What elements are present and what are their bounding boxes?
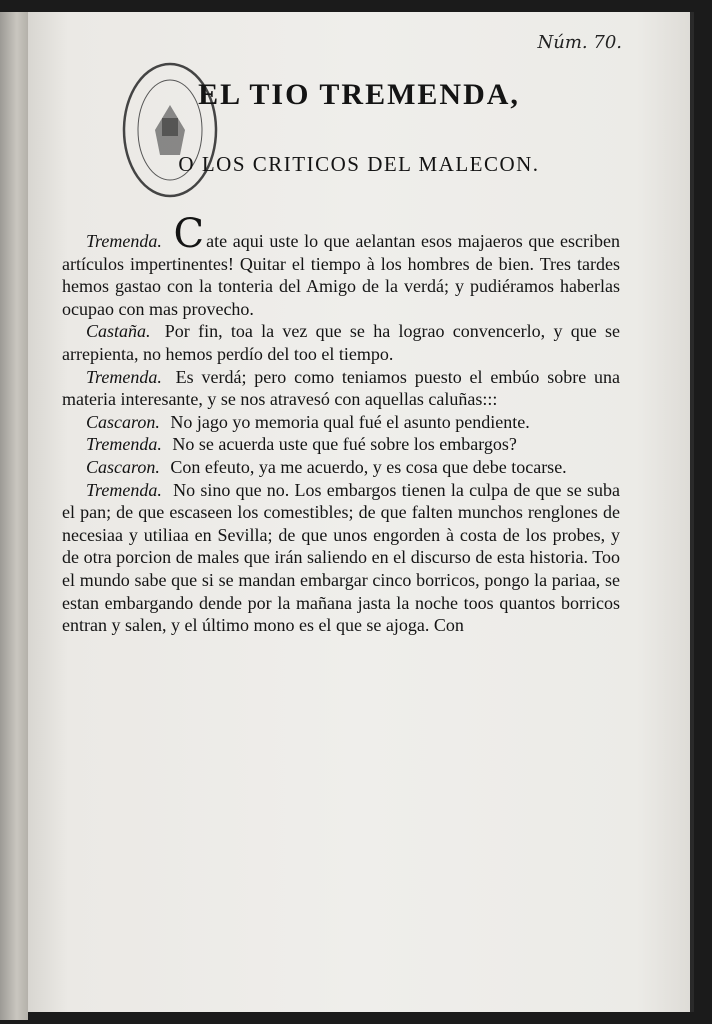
paragraph [62, 366, 620, 411]
paragraph [62, 211, 620, 320]
document-subtitle: O LOS CRITICOS DEL MALECON. [178, 152, 540, 176]
page-number: Núm. 70. [537, 32, 622, 53]
paragraph [62, 320, 620, 365]
paragraph-text: No se acuerda uste que fué sobre los embargos? [172, 434, 517, 455]
document-title: EL TIO TREMENDA, [198, 78, 520, 111]
paragraph [62, 479, 620, 637]
paragraph-text: No sino que no. Los embargos tienen la culpa de que se suba el pan; de que escaseen los comestibles; de que falten munchos renglones de necesiaa y utiliaa en Sevilla; de que unos engorden à costa de los probes, y de otra porcion de males que irán saliendo en el discurso de esta historia. Too el mundo sabe que si se mandan embargar cinco borricos, pongo la pariaa, se estan embargando dende por la mañana jasta la noche toos quantos borricos entran y salen, y el último mono es el que se ajoga. Con [62, 479, 620, 636]
paragraph [62, 433, 620, 456]
speaker-label: Cascaron. [86, 411, 160, 432]
adjacent-page-edge [0, 12, 28, 1020]
body-text [62, 211, 620, 637]
speaker-label: Tremenda. [86, 479, 162, 500]
document-page [28, 12, 690, 1012]
speaker-label: Tremenda. [86, 366, 162, 387]
speaker-label: Castaña. [86, 321, 151, 342]
speaker-label: Cascaron. [86, 456, 160, 477]
paragraph [62, 456, 620, 479]
paragraph-text: ate aqui uste lo que aelantan esos majaeros que escriben artículos impertinentes! Quitar el tiempo à los hombres de bien. Tres tardes hemos gastao con la tonteria del Amigo de la verdá; y pudiéramos haberlas ocupao con mas provecho. [62, 231, 620, 319]
drop-cap: C [173, 211, 205, 257]
speaker-label: Tremenda. [86, 231, 162, 251]
paragraph-text: Con efeuto, ya me acuerdo, y es cosa que debe tocarse. [170, 456, 567, 477]
paragraph-text: No jago yo memoria qual fué el asunto pendiente. [170, 411, 530, 432]
page-binding-edge [690, 12, 694, 1012]
paragraph [62, 411, 620, 434]
paragraph-text: Es verdá; pero como teniamos puesto el embúo sobre una materia interesante, y se nos atravesó con aquellas caluñas::: [62, 366, 620, 410]
speaker-label: Tremenda. [86, 434, 162, 455]
paragraph-text: Por fin, toa la vez que se ha lograo convencerlo, y que se arrepienta, no hemos perdío del too el tiempo. [62, 321, 620, 364]
